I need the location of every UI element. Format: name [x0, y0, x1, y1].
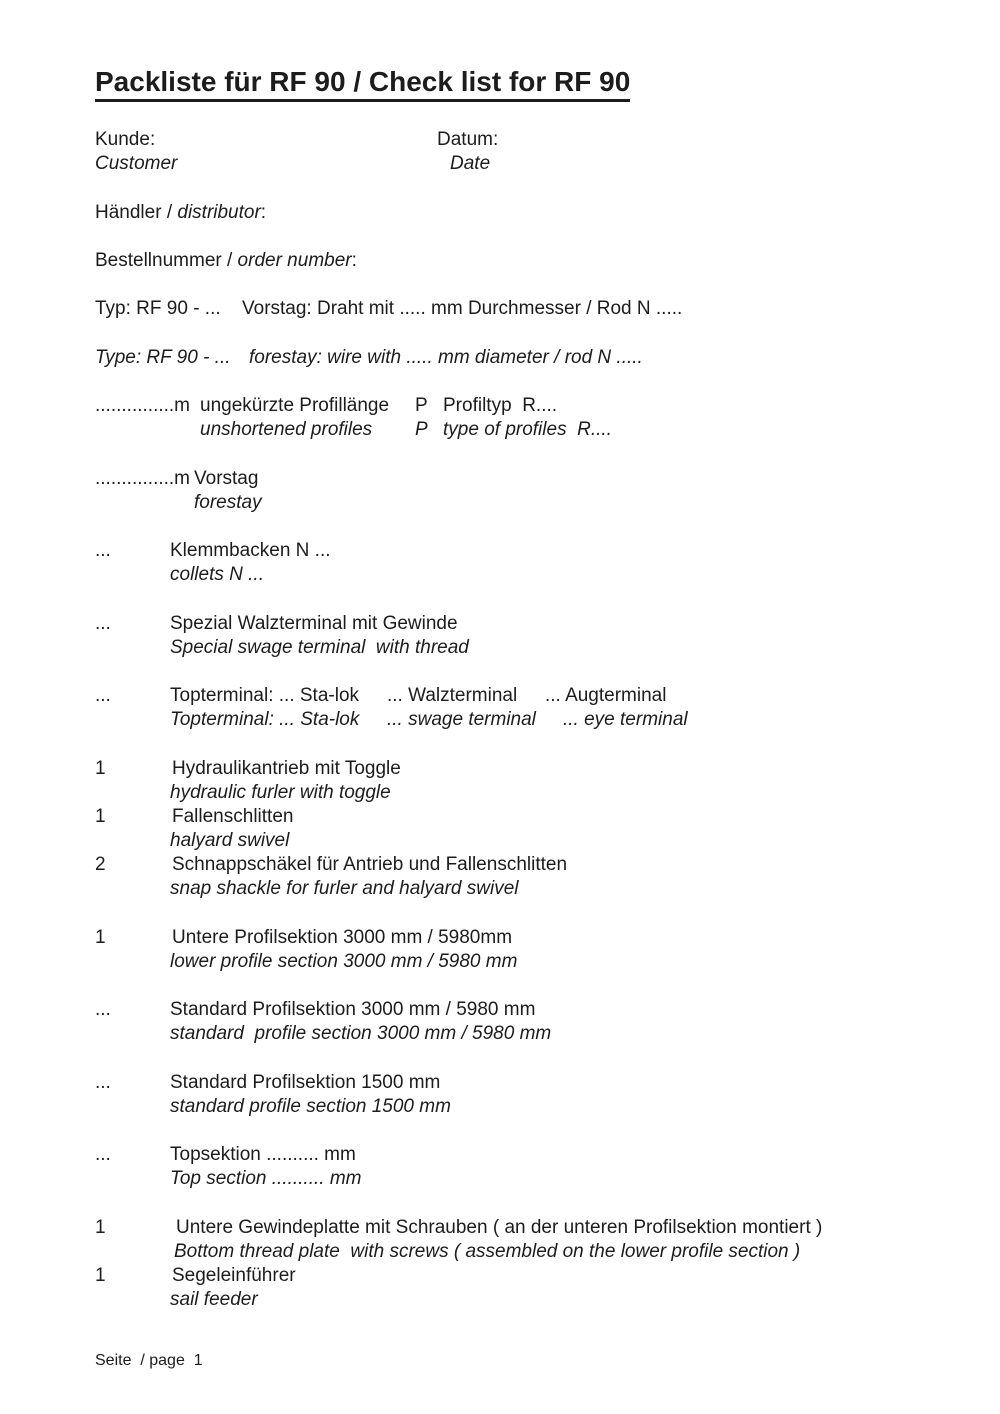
item-en: collets N ...: [170, 564, 264, 585]
item-de: Segeleinführer: [172, 1265, 296, 1286]
page-title: Packliste für RF 90 / Check list for RF 90: [95, 66, 630, 102]
item-qty: 1: [95, 806, 106, 827]
profile-type-en: type of profiles R....: [443, 419, 612, 440]
topterminal-eye-en: ... eye terminal: [563, 709, 688, 730]
item-en: Special swage terminal with thread: [170, 637, 469, 658]
topterminal-qty: ...: [95, 685, 111, 706]
profile-p-de: P: [415, 395, 428, 416]
distributor-label-en: distributor: [177, 202, 261, 223]
item-qty: 2: [95, 854, 106, 875]
item-de: Topsektion .......... mm: [170, 1144, 356, 1165]
item-en: standard profile section 3000 mm / 5980 mm: [170, 1023, 552, 1044]
topterminal-stalok-en: Topterminal: ... Sta-lok: [170, 709, 360, 730]
customer-label-en: Customer: [95, 153, 178, 174]
forestay-spec-de: Vorstag: Draht mit ..... mm Durchmesser / Rod N .....: [242, 298, 683, 319]
forestay-spec-en: forestay: wire with ..... mm diameter / rod N .....: [249, 347, 643, 368]
item-qty: 1: [95, 1265, 106, 1286]
date-label-en: Date: [450, 153, 491, 174]
item-en: Bottom thread plate with screws ( assembled on the lower profile section ): [174, 1241, 801, 1262]
topterminal-eye-de: ... Augterminal: [545, 685, 667, 706]
profile-length-en: unshortened profiles: [200, 419, 373, 440]
type-en: Type: RF 90 - ...: [95, 347, 231, 368]
item-en: halyard swivel: [170, 830, 290, 851]
item-en: hydraulic furler with toggle: [170, 782, 391, 803]
forestay-de: Vorstag: [194, 468, 259, 489]
item-de: Fallenschlitten: [172, 806, 294, 827]
item-en: lower profile section 3000 mm / 5980 mm: [170, 951, 518, 972]
item-de: Klemmbacken N ...: [170, 540, 331, 561]
item-qty: 1: [95, 1217, 106, 1238]
item-qty: 1: [95, 927, 106, 948]
distributor-colon: :: [260, 202, 267, 223]
topterminal-swage-de: ... Walzterminal: [387, 685, 518, 706]
item-de: Schnappschäkel für Antrieb und Fallenschlitten: [172, 854, 568, 875]
profile-length-de: ungekürzte Profillänge: [200, 395, 390, 416]
item-qty: ...: [95, 613, 111, 634]
order-number-label-de: Bestellnummer /: [95, 250, 238, 271]
item-qty: ...: [95, 540, 111, 561]
item-en: standard profile section 1500 mm: [170, 1096, 451, 1117]
distributor-label-de: Händler /: [95, 202, 178, 223]
date-label-de: Datum:: [437, 129, 499, 150]
item-de: Untere Gewindeplatte mit Schrauben ( an der unteren Profilsektion montiert ): [176, 1217, 823, 1238]
order-number-label-en: order number: [237, 250, 352, 271]
item-qty: 1: [95, 758, 106, 779]
item-en: snap shackle for furler and halyard swivel: [170, 878, 519, 899]
forestay-en: forestay: [194, 492, 262, 513]
item-en: Top section .......... mm: [170, 1168, 362, 1189]
type-de: Typ: RF 90 - ...: [95, 298, 221, 319]
item-qty: ...: [95, 999, 111, 1020]
item-de: Untere Profilsektion 3000 mm / 5980mm: [172, 927, 513, 948]
item-qty: ...: [95, 1144, 111, 1165]
item-de: Standard Profilsektion 3000 mm / 5980 mm: [170, 999, 536, 1020]
page-footer: Seite / page 1: [95, 1352, 203, 1369]
profile-length-qty: ...............m: [95, 395, 191, 416]
item-de: Standard Profilsektion 1500 mm: [170, 1072, 441, 1093]
forestay-qty: ...............m: [95, 468, 191, 489]
item-de: Spezial Walzterminal mit Gewinde: [170, 613, 458, 634]
topterminal-swage-en: ... swage terminal: [387, 709, 536, 730]
profile-p-en: P: [415, 419, 428, 440]
customer-label-de: Kunde:: [95, 129, 156, 150]
profile-type-de: Profiltyp R....: [443, 395, 558, 416]
order-number-label: [95, 250, 357, 272]
topterminal-stalok-de: Topterminal: ... Sta-lok: [170, 685, 360, 706]
distributor-label: [95, 202, 266, 224]
item-en: sail feeder: [170, 1289, 258, 1310]
order-number-colon: :: [351, 250, 357, 271]
item-de: Hydraulikantrieb mit Toggle: [172, 758, 401, 779]
item-qty: ...: [95, 1072, 111, 1093]
